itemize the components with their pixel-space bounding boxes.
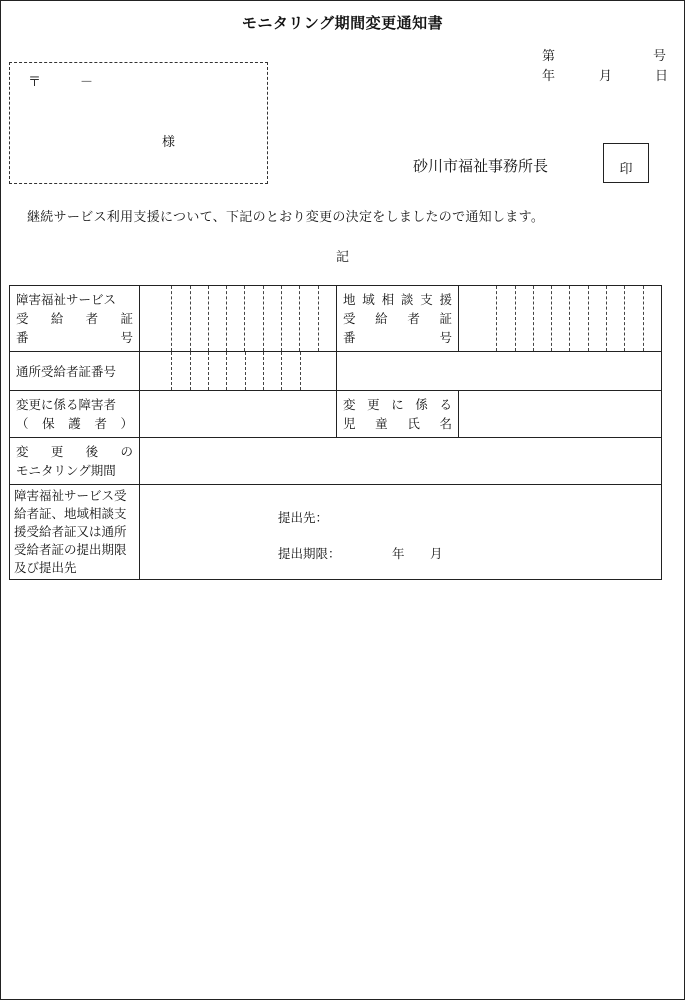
postal-dash: －: [80, 75, 94, 90]
char: 護: [68, 416, 81, 431]
number-go: 号: [653, 49, 667, 64]
char: 地: [343, 292, 356, 307]
notice-body: 継続サービス利用支援について、下記のとおり変更の決定をしましたので通知します。: [27, 210, 545, 225]
char: 援: [439, 292, 452, 307]
service-cert-label: [10, 286, 140, 352]
table-row: [10, 352, 662, 391]
monitoring-period-label: [10, 438, 140, 485]
char: 談: [400, 292, 414, 307]
consult-cert-label: [337, 286, 459, 352]
person-name-field[interactable]: [140, 391, 337, 438]
char: 氏: [407, 416, 420, 431]
monitoring-period-field[interactable]: [140, 438, 662, 485]
char: 証: [439, 311, 452, 326]
label-line: 援受給者証又は通所: [14, 524, 127, 539]
label-line: 受給者証の提出期限: [14, 542, 127, 557]
honorific: 様: [162, 135, 176, 150]
char: 号: [120, 330, 133, 345]
child-label: [337, 391, 459, 438]
char: の: [120, 444, 133, 459]
label-line-justified: [343, 414, 452, 433]
char: ）: [120, 416, 133, 431]
char: 者: [94, 416, 107, 431]
ki-heading: 記: [335, 250, 349, 265]
number-dai: 第: [542, 49, 556, 64]
table-row: [10, 438, 662, 485]
label-line: モニタリング期間: [16, 463, 116, 478]
label-line: 障害福祉サービス: [16, 292, 117, 307]
char: 給: [375, 311, 388, 326]
consult-cert-number-field[interactable]: [459, 286, 662, 352]
deadline-label: [10, 485, 140, 580]
char: 支: [420, 292, 433, 307]
digit-boxes: [479, 286, 661, 351]
table-row: [10, 485, 662, 580]
label-line-justified: [343, 290, 452, 309]
char: 相: [381, 292, 395, 307]
date-year: 年: [542, 69, 556, 84]
address-box: [9, 62, 268, 184]
char: 更: [367, 397, 380, 412]
char: に: [391, 397, 404, 412]
postal-mark: 〒: [28, 75, 42, 90]
char: 給: [50, 311, 64, 326]
deadline-year: 年: [392, 545, 405, 561]
label-line-justified: [16, 309, 133, 328]
char: る: [439, 397, 452, 412]
document-title: モニタリング期間変更通知書: [241, 14, 444, 32]
deadline-field: [140, 485, 662, 580]
char: 番: [16, 330, 29, 345]
char: 名: [439, 416, 452, 431]
postal-code: [28, 71, 94, 90]
seal-label: 印: [619, 161, 633, 177]
label-line-justified: [16, 328, 133, 347]
label-line-justified: [343, 328, 452, 347]
deadline-content: [140, 488, 661, 577]
char: 童: [375, 416, 388, 431]
char: 変: [16, 444, 29, 459]
notice-table: [9, 285, 662, 580]
label-line-justified: [343, 395, 452, 414]
table-row: [10, 391, 662, 438]
person-label: [10, 391, 140, 438]
char: 者: [407, 311, 420, 326]
char: 後: [85, 444, 99, 459]
day-cert-number-field[interactable]: [140, 352, 337, 391]
child-name-field[interactable]: [459, 391, 662, 438]
label-line: 障害福祉サービス受: [14, 488, 127, 503]
issuer-name: 砂川市福祉事務所長: [413, 157, 549, 175]
label-line: 変更に係る障害者: [16, 397, 117, 412]
char: 係: [415, 397, 428, 412]
table-row: [10, 286, 662, 352]
char: 保: [42, 416, 55, 431]
service-cert-number-field[interactable]: [140, 286, 337, 352]
label-line-justified: [16, 442, 133, 461]
char: 号: [439, 330, 452, 345]
label-line: 及び提出先: [14, 560, 77, 575]
char: 番: [343, 330, 356, 345]
day-cert-label: 通所受給者証番号: [10, 352, 140, 391]
deadline-month: 月: [430, 545, 443, 561]
seal-box: [603, 143, 649, 183]
char: 証: [120, 311, 133, 326]
char: 者: [85, 311, 99, 326]
char: 域: [362, 292, 375, 307]
blank-cell: [337, 352, 662, 391]
submit-to-label: 提出先：: [278, 509, 329, 525]
label-line-justified: [16, 414, 133, 433]
char: （: [16, 416, 29, 431]
char: 更: [50, 444, 64, 459]
date-day: 日: [655, 69, 669, 84]
char: 受: [16, 311, 29, 326]
char: 変: [343, 397, 356, 412]
digit-boxes: [154, 286, 336, 351]
char: 受: [343, 311, 356, 326]
label-line-justified: [343, 309, 452, 328]
digit-boxes: [154, 352, 318, 390]
label-line: 給者証、地域相談支: [14, 506, 127, 521]
char: 児: [343, 416, 356, 431]
deadline-date-label: 提出期限：: [278, 545, 341, 561]
date-month: 月: [599, 69, 613, 84]
